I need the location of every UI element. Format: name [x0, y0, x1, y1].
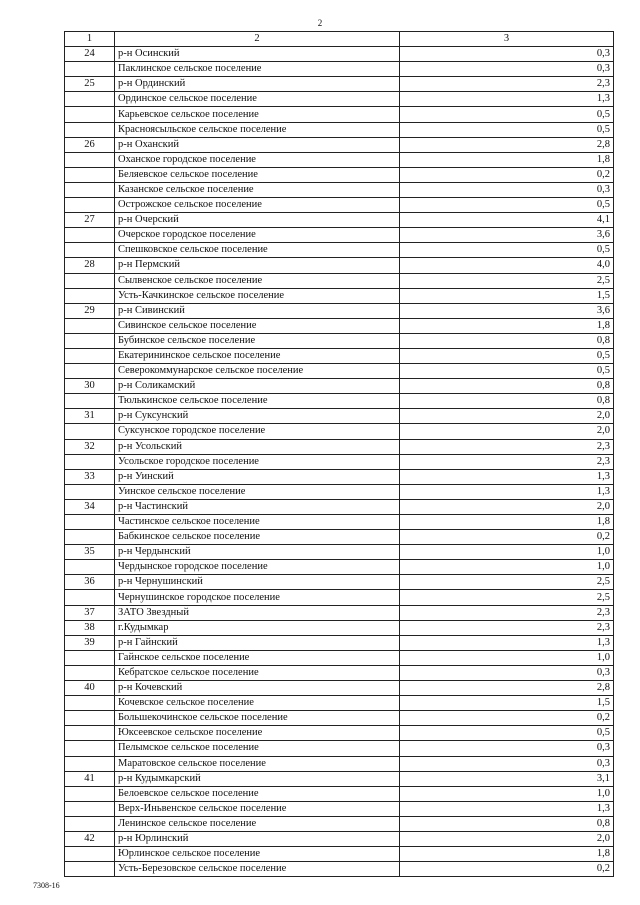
row-number — [65, 62, 115, 77]
table-row — [65, 62, 614, 77]
table-row — [65, 318, 614, 333]
row-value: 3,6 — [400, 303, 614, 318]
row-number: 30 — [65, 379, 115, 394]
page-number: 2 — [317, 18, 323, 28]
row-number — [65, 364, 115, 379]
row-number: 35 — [65, 545, 115, 560]
row-value: 1,0 — [400, 545, 614, 560]
row-value: 3,1 — [400, 771, 614, 786]
row-value: 0,8 — [400, 394, 614, 409]
table-row — [65, 801, 614, 816]
row-value: 2,5 — [400, 590, 614, 605]
row-name: Тюлькинское сельское поселение — [115, 394, 400, 409]
row-value: 0,3 — [400, 665, 614, 680]
table-row — [65, 182, 614, 197]
row-name: Белоевское сельское поселение — [115, 786, 400, 801]
header-col-1: 1 — [65, 32, 115, 47]
table-row — [65, 816, 614, 831]
row-value: 1,0 — [400, 786, 614, 801]
row-value: 0,3 — [400, 756, 614, 771]
row-number — [65, 665, 115, 680]
row-name: р-н Очерский — [115, 213, 400, 228]
row-value: 2,0 — [400, 409, 614, 424]
row-number: 32 — [65, 439, 115, 454]
row-name: Чернушинское городское поселение — [115, 590, 400, 605]
table-row — [65, 515, 614, 530]
row-value: 2,3 — [400, 620, 614, 635]
row-number: 39 — [65, 635, 115, 650]
table-row — [65, 92, 614, 107]
table-row — [65, 122, 614, 137]
row-number — [65, 590, 115, 605]
row-name: р-н Чернушинский — [115, 575, 400, 590]
row-value: 0,2 — [400, 862, 614, 877]
row-name: Карьевское сельское поселение — [115, 107, 400, 122]
table-row — [65, 786, 614, 801]
row-name: Очерское городское поселение — [115, 228, 400, 243]
row-number: 38 — [65, 620, 115, 635]
row-number: 40 — [65, 681, 115, 696]
table-body — [65, 47, 614, 877]
table-row — [65, 499, 614, 514]
row-value: 0,5 — [400, 364, 614, 379]
table-row — [65, 635, 614, 650]
table-row — [65, 681, 614, 696]
table-row — [65, 137, 614, 152]
row-value: 1,5 — [400, 288, 614, 303]
table-row — [65, 741, 614, 756]
row-value: 1,8 — [400, 318, 614, 333]
row-name: р-н Частинский — [115, 499, 400, 514]
table-row — [65, 696, 614, 711]
row-number — [65, 167, 115, 182]
row-name: р-н Пермский — [115, 258, 400, 273]
row-name: р-н Осинский — [115, 47, 400, 62]
row-value: 2,3 — [400, 605, 614, 620]
table-row — [65, 394, 614, 409]
table-row — [65, 862, 614, 877]
row-name: р-н Уинский — [115, 469, 400, 484]
table-row — [65, 484, 614, 499]
row-value: 0,2 — [400, 167, 614, 182]
row-name: р-н Юрлинский — [115, 831, 400, 846]
row-name: Паклинское сельское поселение — [115, 62, 400, 77]
row-name: Юрлинское сельское поселение — [115, 847, 400, 862]
row-value: 1,8 — [400, 847, 614, 862]
table-row — [65, 258, 614, 273]
row-value: 2,3 — [400, 77, 614, 92]
row-number — [65, 530, 115, 545]
row-number — [65, 741, 115, 756]
table-row — [65, 469, 614, 484]
row-number — [65, 122, 115, 137]
row-value: 1,3 — [400, 801, 614, 816]
row-name: Суксунское городское поселение — [115, 424, 400, 439]
row-value: 0,8 — [400, 379, 614, 394]
table-row — [65, 665, 614, 680]
row-number: 34 — [65, 499, 115, 514]
row-name: Усольское городское поселение — [115, 454, 400, 469]
row-name: Кебратское сельское поселение — [115, 665, 400, 680]
table-row — [65, 77, 614, 92]
table-row — [65, 288, 614, 303]
row-value: 1,3 — [400, 635, 614, 650]
table-row — [65, 831, 614, 846]
row-name: р-н Чердынский — [115, 545, 400, 560]
row-number — [65, 650, 115, 665]
table-row — [65, 847, 614, 862]
row-name: р-н Ординский — [115, 77, 400, 92]
table-row — [65, 545, 614, 560]
row-value: 0,5 — [400, 726, 614, 741]
row-name: Юксеевское сельское поселение — [115, 726, 400, 741]
row-value: 1,0 — [400, 650, 614, 665]
row-number: 42 — [65, 831, 115, 846]
row-value: 0,3 — [400, 741, 614, 756]
row-number — [65, 816, 115, 831]
row-name: р-н Сивинский — [115, 303, 400, 318]
row-name: Беляевское сельское поселение — [115, 167, 400, 182]
row-name: Казанское сельское поселение — [115, 182, 400, 197]
table-row — [65, 333, 614, 348]
table-row — [65, 107, 614, 122]
row-value: 0,8 — [400, 816, 614, 831]
row-value: 2,3 — [400, 439, 614, 454]
allocation-table — [64, 31, 614, 877]
row-number — [65, 756, 115, 771]
header-col-2: 2 — [115, 32, 400, 47]
row-name: Верх-Иньвенское сельское поселение — [115, 801, 400, 816]
table-row — [65, 454, 614, 469]
row-name: р-н Соликамский — [115, 379, 400, 394]
row-value: 0,5 — [400, 122, 614, 137]
table-row — [65, 605, 614, 620]
row-name: Маратовское сельское поселение — [115, 756, 400, 771]
row-number: 26 — [65, 137, 115, 152]
row-number — [65, 152, 115, 167]
row-value: 2,3 — [400, 454, 614, 469]
row-name: Усть-Березовское сельское поселение — [115, 862, 400, 877]
row-number — [65, 454, 115, 469]
table-row — [65, 348, 614, 363]
row-value: 2,8 — [400, 137, 614, 152]
table-row — [65, 273, 614, 288]
row-number: 27 — [65, 213, 115, 228]
table-row — [65, 424, 614, 439]
row-value: 0,3 — [400, 47, 614, 62]
row-value: 0,2 — [400, 530, 614, 545]
table-row — [65, 620, 614, 635]
row-value: 2,5 — [400, 273, 614, 288]
row-name: р-н Усольский — [115, 439, 400, 454]
row-name: Екатерининское сельское поселение — [115, 348, 400, 363]
row-value: 2,0 — [400, 499, 614, 514]
row-number — [65, 726, 115, 741]
row-name: Оханское городское поселение — [115, 152, 400, 167]
row-number — [65, 862, 115, 877]
row-number — [65, 92, 115, 107]
row-number — [65, 228, 115, 243]
row-name: р-н Гайнский — [115, 635, 400, 650]
row-name: ЗАТО Звездный — [115, 605, 400, 620]
table-row — [65, 650, 614, 665]
row-value: 1,8 — [400, 152, 614, 167]
row-number — [65, 847, 115, 862]
table-row — [65, 213, 614, 228]
table-row — [65, 756, 614, 771]
table-row — [65, 726, 614, 741]
row-value: 2,5 — [400, 575, 614, 590]
row-value: 0,8 — [400, 333, 614, 348]
row-number: 29 — [65, 303, 115, 318]
table-row — [65, 771, 614, 786]
row-value: 1,3 — [400, 92, 614, 107]
row-number — [65, 182, 115, 197]
row-name: Северокоммунарское сельское поселение — [115, 364, 400, 379]
row-number — [65, 318, 115, 333]
row-value: 2,0 — [400, 831, 614, 846]
row-number — [65, 801, 115, 816]
row-name: Сылвенское сельское поселение — [115, 273, 400, 288]
row-value: 3,6 — [400, 228, 614, 243]
row-value: 1,3 — [400, 484, 614, 499]
table-header-row — [65, 32, 614, 47]
row-name: Бубинское сельское поселение — [115, 333, 400, 348]
row-name: Большекочинское сельское поселение — [115, 711, 400, 726]
row-value: 0,5 — [400, 348, 614, 363]
row-number: 36 — [65, 575, 115, 590]
row-name: р-н Оханский — [115, 137, 400, 152]
row-number: 33 — [65, 469, 115, 484]
table-row — [65, 590, 614, 605]
row-name: Пелымское сельское поселение — [115, 741, 400, 756]
table-row — [65, 575, 614, 590]
row-value: 2,8 — [400, 681, 614, 696]
row-number — [65, 288, 115, 303]
table-row — [65, 47, 614, 62]
table-row — [65, 303, 614, 318]
row-name: г.Кудымкар — [115, 620, 400, 635]
row-number — [65, 786, 115, 801]
row-value: 1,8 — [400, 515, 614, 530]
row-name: Спешковское сельское поселение — [115, 243, 400, 258]
row-number — [65, 198, 115, 213]
row-number: 31 — [65, 409, 115, 424]
row-name: Кочевское сельское поселение — [115, 696, 400, 711]
row-value: 0,3 — [400, 182, 614, 197]
header-col-3: 3 — [400, 32, 614, 47]
row-name: Красноясыльское сельское поселение — [115, 122, 400, 137]
table-row — [65, 243, 614, 258]
row-name: Бабкинское сельское поселение — [115, 530, 400, 545]
row-name: р-н Суксунский — [115, 409, 400, 424]
row-number: 28 — [65, 258, 115, 273]
row-name: р-н Кудымкарский — [115, 771, 400, 786]
row-number — [65, 560, 115, 575]
row-number: 37 — [65, 605, 115, 620]
table-row — [65, 198, 614, 213]
row-number — [65, 394, 115, 409]
table-row — [65, 364, 614, 379]
row-number — [65, 243, 115, 258]
table-row — [65, 228, 614, 243]
row-name: Частинское сельское поселение — [115, 515, 400, 530]
row-value: 1,5 — [400, 696, 614, 711]
row-value: 4,1 — [400, 213, 614, 228]
row-value: 1,0 — [400, 560, 614, 575]
table-row — [65, 152, 614, 167]
row-name: Чердынское городское поселение — [115, 560, 400, 575]
row-value: 4,0 — [400, 258, 614, 273]
row-number — [65, 273, 115, 288]
row-value: 0,5 — [400, 107, 614, 122]
row-number: 41 — [65, 771, 115, 786]
row-number: 25 — [65, 77, 115, 92]
row-number — [65, 515, 115, 530]
row-number — [65, 711, 115, 726]
row-value: 0,5 — [400, 243, 614, 258]
table-row — [65, 167, 614, 182]
row-value: 2,0 — [400, 424, 614, 439]
row-name: р-н Кочевский — [115, 681, 400, 696]
row-number — [65, 484, 115, 499]
row-value: 0,2 — [400, 711, 614, 726]
row-number — [65, 333, 115, 348]
row-name: Усть-Качкинское сельское поселение — [115, 288, 400, 303]
table-row — [65, 711, 614, 726]
row-value: 0,5 — [400, 198, 614, 213]
row-number — [65, 424, 115, 439]
row-name: Гайнское сельское поселение — [115, 650, 400, 665]
row-name: Острожское сельское поселение — [115, 198, 400, 213]
row-name: Сивинское сельское поселение — [115, 318, 400, 333]
document-code: 7308-16 — [33, 881, 60, 890]
table-row — [65, 379, 614, 394]
table-row — [65, 439, 614, 454]
row-name: Ленинское сельское поселение — [115, 816, 400, 831]
row-name: Уинское сельское поселение — [115, 484, 400, 499]
row-number — [65, 107, 115, 122]
row-number: 24 — [65, 47, 115, 62]
row-number — [65, 696, 115, 711]
row-number — [65, 348, 115, 363]
table-row — [65, 530, 614, 545]
table-row — [65, 560, 614, 575]
row-value: 1,3 — [400, 469, 614, 484]
table-row — [65, 409, 614, 424]
row-value: 0,3 — [400, 62, 614, 77]
row-name: Ординское сельское поселение — [115, 92, 400, 107]
